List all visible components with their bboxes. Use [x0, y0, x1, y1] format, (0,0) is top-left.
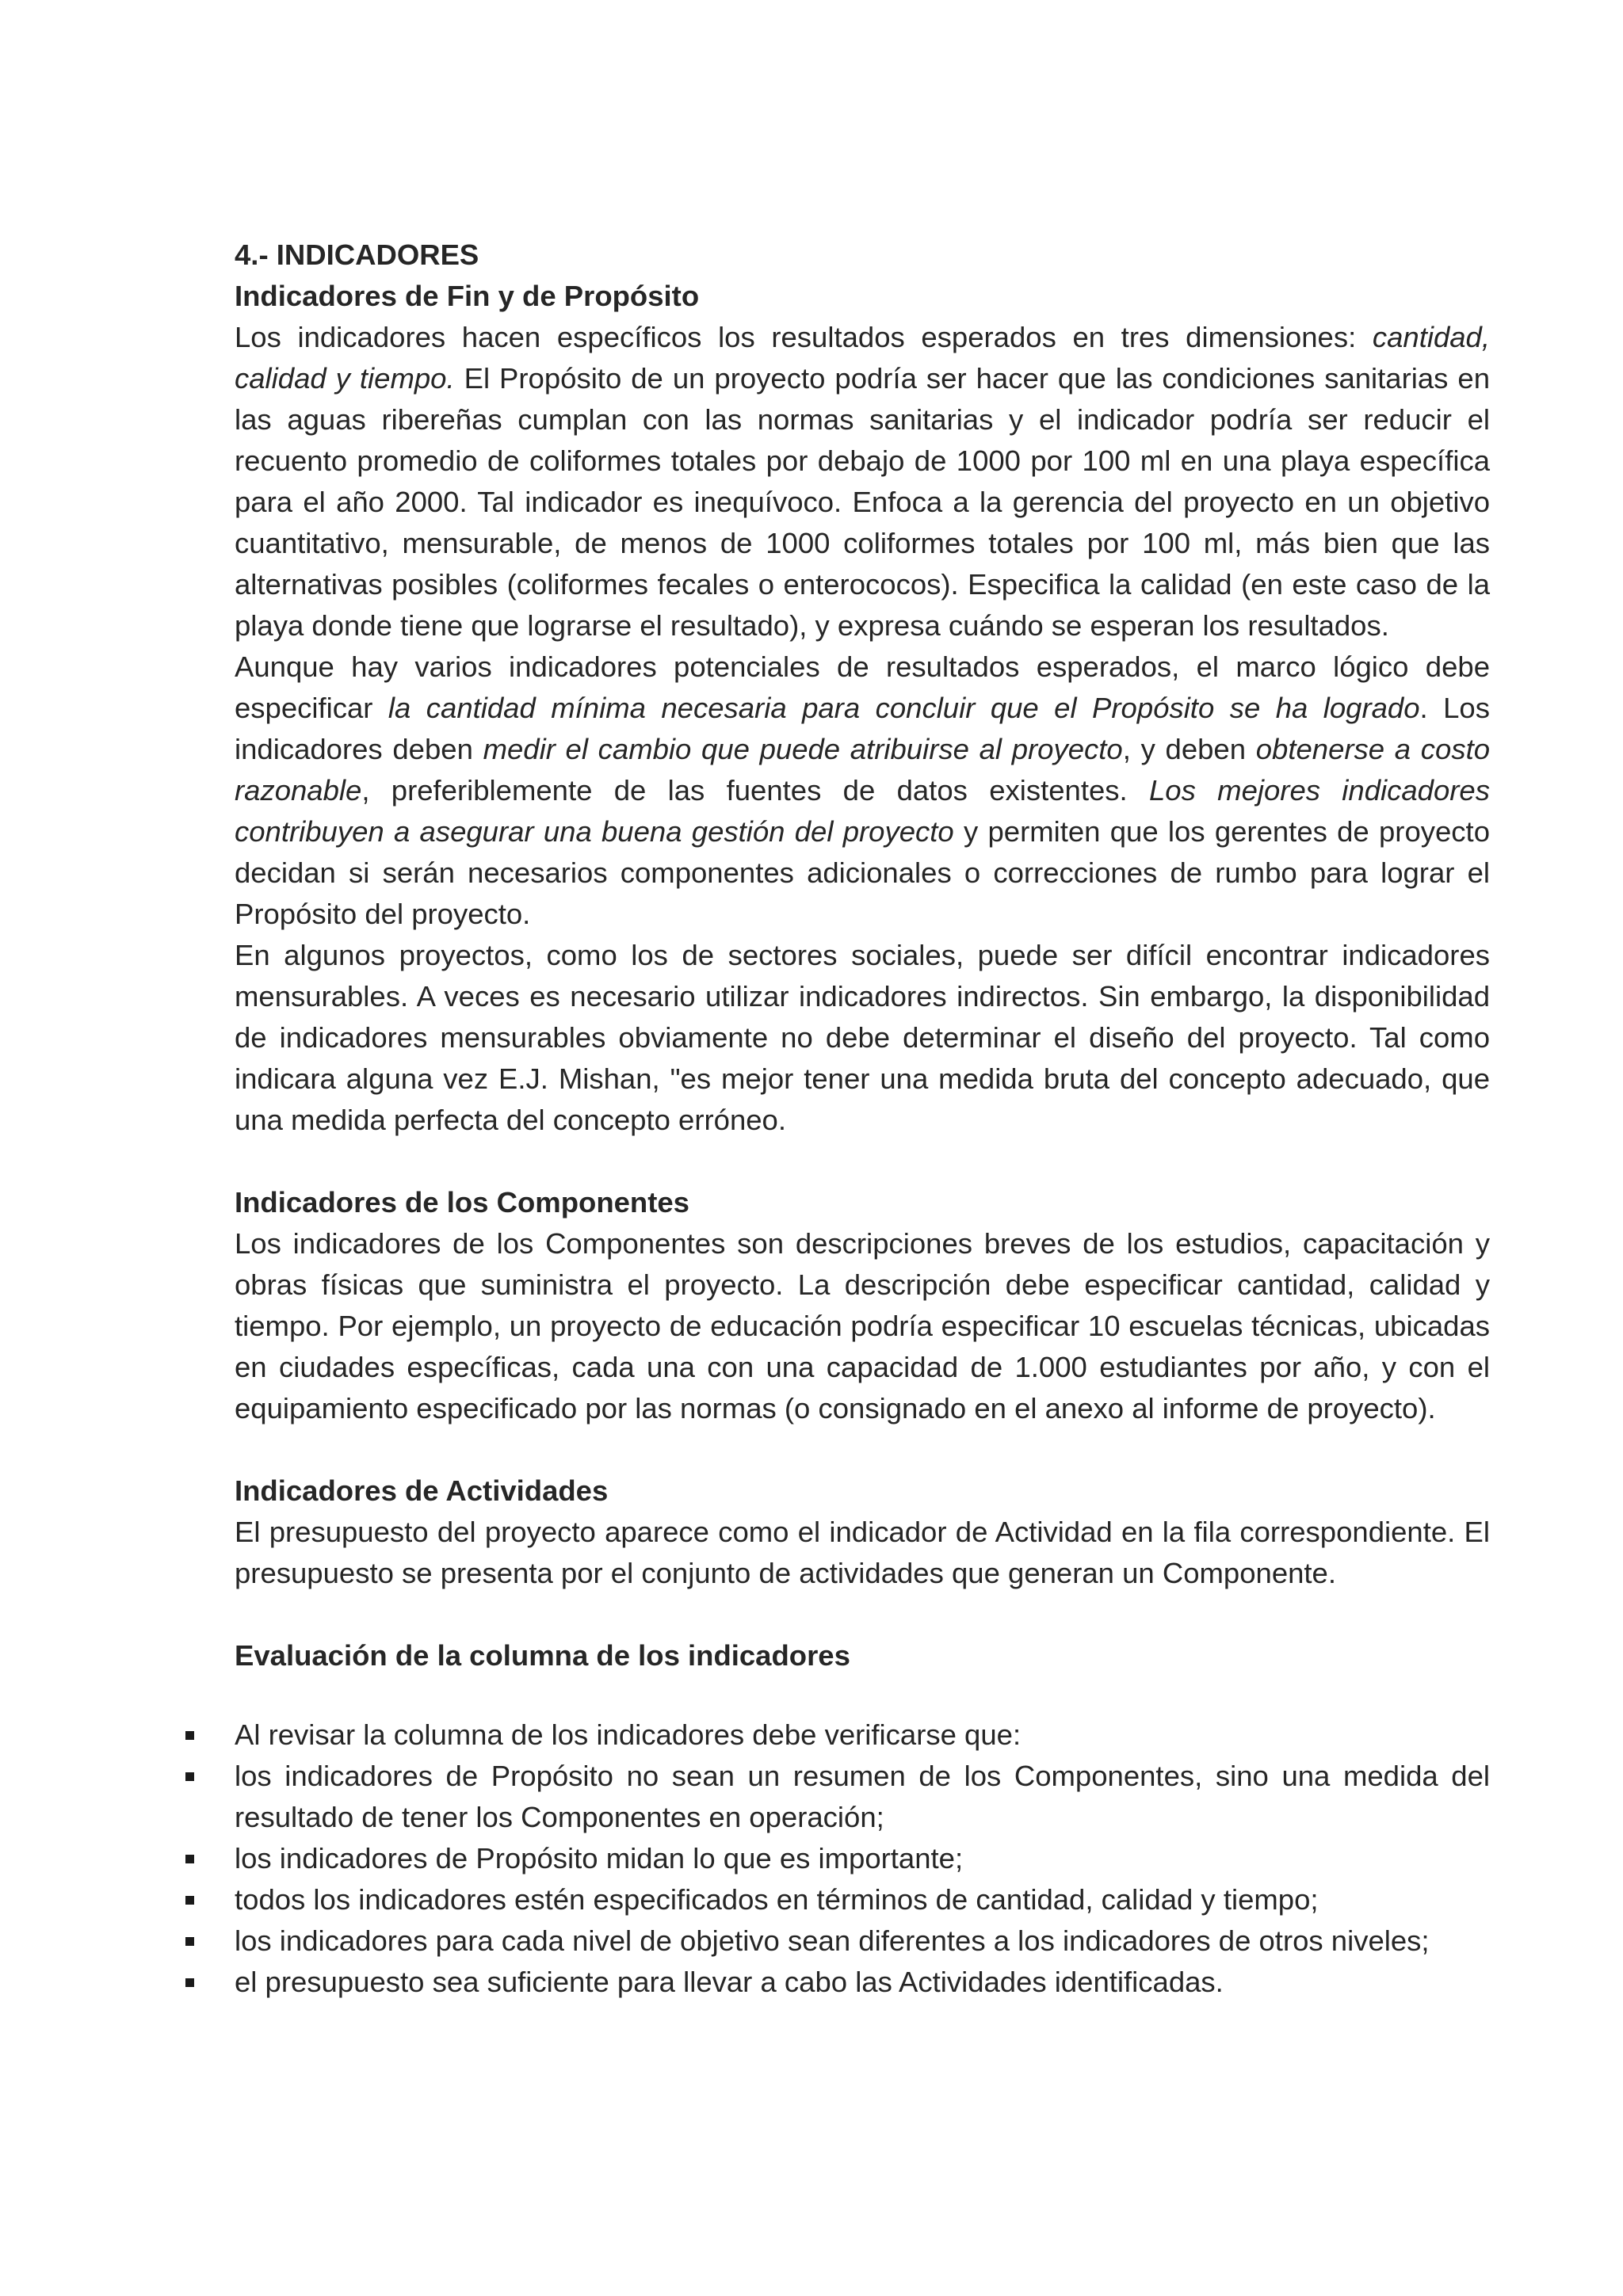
heading-actividades: Indicadores de Actividades — [235, 1474, 609, 1507]
text-run: El Propósito de un proyecto podría ser hacer que las condiciones sanitarias en las aguas ribereñas cumplan con las normas sanitarias y el indicador podría ser reducir el recuento promedio de coliformes totales por debajo de 1000 por 100 ml en una playa específica para el año 2000. Tal indicador es inequívoco. Enfoca a la gerencia del proyecto en un objetivo cuantitativo, mensurable, de menos de 1000 coliformes totales por 100 ml, más bien que las alternativas posibles (coliformes fecales o enterococos). Especifica la calidad (en este caso de la playa donde tiene que lograrse el resultado), y expresa cuándo se esperan los resultados. — [235, 362, 1490, 642]
list-item — [235, 1714, 1490, 1756]
square-bullet-icon — [185, 1896, 194, 1905]
emphasis-run: cantidad, calidad y tiempo. — [235, 321, 1490, 395]
square-bullet-icon — [185, 1731, 194, 1740]
list-item-text: los indicadores de Propósito midan lo que es importante; — [235, 1842, 964, 1875]
list-item-text: Al revisar la columna de los indicadores debe verificarse que: — [235, 1718, 1022, 1751]
spacer — [235, 1594, 1490, 1635]
list-item-text: los indicadores para cada nivel de objetivo sean diferentes a los indicadores de otros niveles; — [235, 1924, 1430, 1957]
text-run: Aunque hay varios indicadores potenciales de resultados esperados, el marco lógico debe especificar — [235, 650, 1490, 724]
text-run: , y deben — [1122, 733, 1256, 765]
spacer — [235, 1429, 1490, 1470]
paragraph-fin-proposito-1 — [235, 317, 1490, 646]
paragraph-fin-proposito-3: En algunos proyectos, como los de sectores sociales, puede ser difícil encontrar indicadores mensurables. A veces es necesario utilizar indicadores indirectos. Sin embargo, la disponibilidad de indicadores mensurables obviamente no debe determinar el diseño del proyecto. Tal como indicara alguna vez E.J. Mishan, "es mejor tener una medida bruta del concepto adecuado, que una medida perfecta del concepto erróneo. — [235, 939, 1490, 1136]
paragraph-fin-proposito-2 — [235, 646, 1490, 935]
evaluation-checklist — [235, 1714, 1490, 2003]
square-bullet-icon — [185, 1978, 194, 1987]
list-item — [235, 1879, 1490, 1920]
text-run: , preferiblemente de las fuentes de datos existentes. — [361, 774, 1149, 807]
square-bullet-icon — [185, 1855, 194, 1863]
emphasis-run: medir el cambio que puede atribuirse al proyecto — [483, 733, 1123, 765]
square-bullet-icon — [185, 1937, 194, 1946]
heading-evaluacion: Evaluación de la columna de los indicadores — [235, 1639, 850, 1672]
list-item-text: los indicadores de Propósito no sean un resumen de los Componentes, sino una medida del resultado de tener los Componentes en operación; — [235, 1760, 1490, 1833]
paragraph-componentes: Los indicadores de los Componentes son descripciones breves de los estudios, capacitación y obras físicas que suministra el proyecto. La descripción debe especificar cantidad, calidad y tiempo. Por ejemplo, un proyecto de educación podría especificar 10 escuelas técnicas, ubicadas en ciudades específicas, cada una con una capacidad de 1.000 estudiantes por año, y con el equipamiento especificado por las normas (o consignado en el anexo al informe de proyecto). — [235, 1227, 1490, 1425]
text-run: Los indicadores hacen específicos los resultados esperados en tres dimensiones: — [235, 321, 1373, 353]
text-run: y permiten que los gerentes de proyecto decidan si serán necesarios componentes adicionales o correcciones de rumbo para lograr el Propósito del proyecto. — [235, 815, 1490, 930]
spacer — [235, 1141, 1490, 1182]
list-item — [235, 1838, 1490, 1879]
list-item — [235, 1962, 1490, 2003]
heading-fin-proposito: Indicadores de Fin y de Propósito — [235, 280, 700, 312]
emphasis-run: Los mejores indicadores contribuyen a asegurar una buena gestión del proyecto — [235, 774, 1490, 848]
document-page — [235, 235, 1490, 2003]
list-item — [235, 1756, 1490, 1838]
list-item-text: el presupuesto sea suficiente para llevar a cabo las Actividades identificadas. — [235, 1966, 1224, 1998]
heading-componentes: Indicadores de los Componentes — [235, 1186, 689, 1219]
spacer — [235, 1676, 1490, 1714]
emphasis-run: obtenerse a costo razonable — [235, 733, 1491, 807]
emphasis-run: la cantidad mínima necesaria para concluir que el Propósito se ha logrado — [388, 692, 1420, 724]
section-title: 4.- INDICADORES — [235, 238, 479, 271]
list-item-text: todos los indicadores estén especificados en términos de cantidad, calidad y tiempo; — [235, 1883, 1319, 1916]
text-run: . Los indicadores deben — [235, 692, 1490, 765]
paragraph-actividades: El presupuesto del proyecto aparece como el indicador de Actividad en la fila correspondiente. El presupuesto se presenta por el conjunto de actividades que generan un Componente. — [235, 1516, 1490, 1589]
square-bullet-icon — [185, 1772, 194, 1781]
list-item — [235, 1920, 1490, 1962]
